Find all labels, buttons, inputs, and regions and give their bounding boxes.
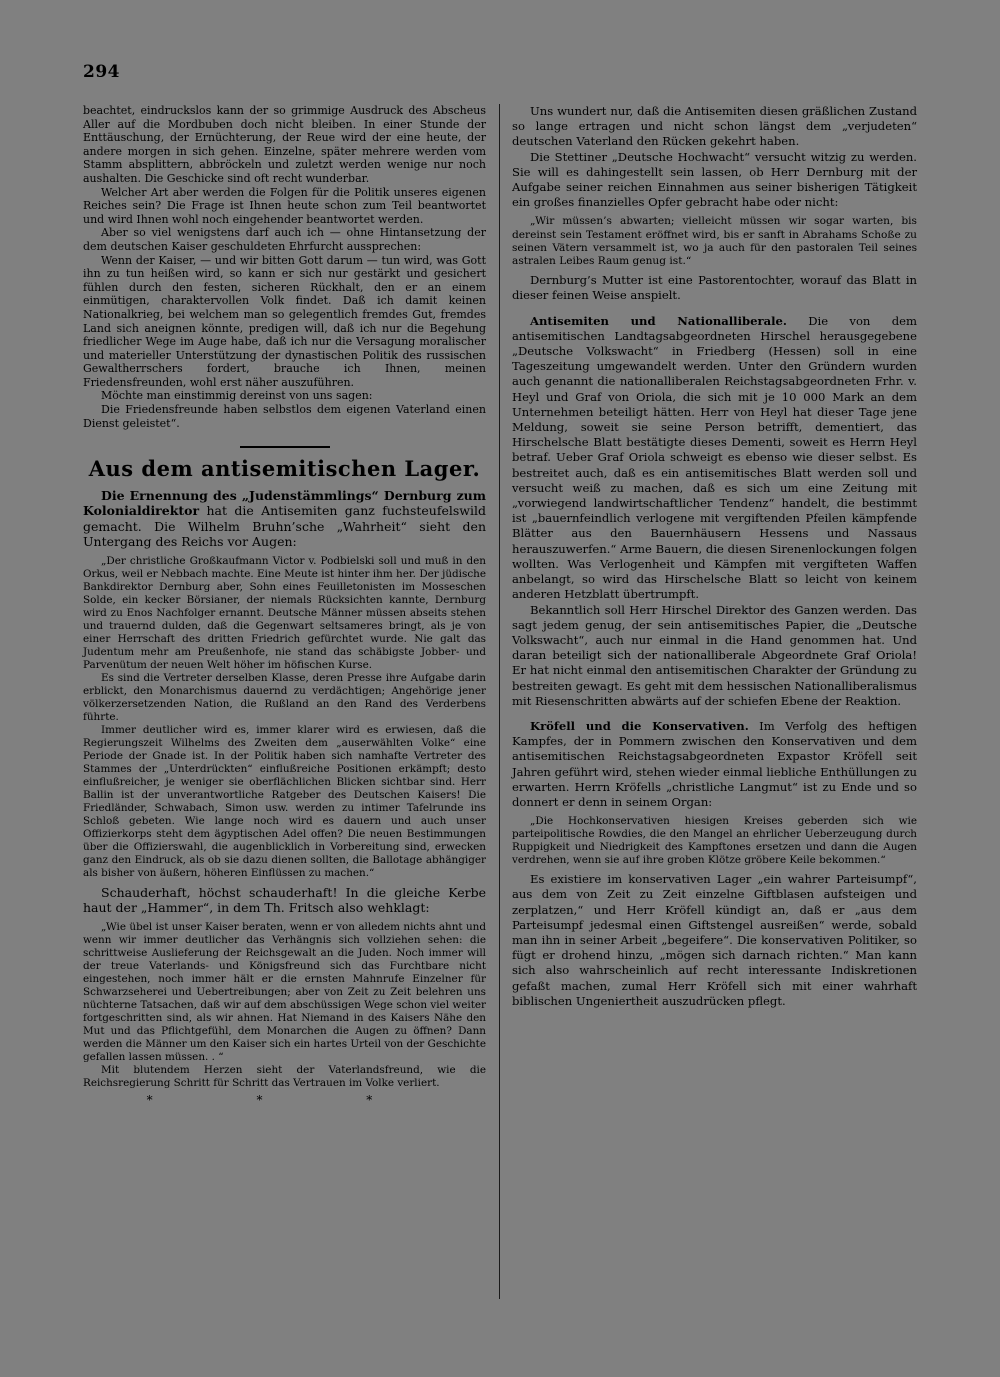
article-heading: Kröfell und die Konservativen.: [530, 718, 749, 733]
quote: „Die Hochkonservativen hiesigen Kreises geberden sich wie parteipolitische Rowdies, die den Mangel an ehrlicher Ueberzeugung durch Ruppigkeit und Niedrigkeit des Kampftones ersetzen und dann die Augen verdrehen, wenn sie auf ihre groben Klötze gröbere Keile bekommen.“: [512, 815, 917, 867]
article-text: Im Verfolg des heftigen Kampfes, der in Pommern zwischen den Konservativen und dem antisemitischen Reichstagsabgeordneten Expastor Kröfell seit Jahren geführt wird, stehen wieder einmal liebliche Enthüllungen zu erwarten. Herrn Kröfells „christliche Langmut“ ist zu Ende und so donnert er denn in seinem Organ:: [512, 718, 917, 809]
page-number: 294: [83, 62, 120, 82]
right-column: [512, 104, 917, 1009]
article-text: Die von dem antisemitischen Landtagsabgeordneten Hirschel herausgegebene „Deutsche Volkswacht“ in Friedberg (Hessen) soll in eine Tageszeitung umgewandelt werden. Unter den Gründern wurden auch genannt die nationalliberalen Reichstagsabgeordneten Frhr. v. Heyl und Graf von Oriola, die sich mit je 10 000 Mark an dem Unternehmen beteiligt hätten. Herr von Heyl hat dieser Tage jene Meldung, soweit sie seine Person betrifft, dementiert, das Hirschelsche Blatt bestätigte dieses Dementi, soweit es Herrn Heyl betraf. Ueber Graf Oriola schweigt es ebenso wie dieser selbst. Es bestreitet auch, daß es ein antisemitisches Blatt werden soll und versucht weiß zu machen, daß es sich um eine Zeitung mit „vorwiegend landwirtschaftlicher Tendenz“ handelt, die bestimmt ist „bauernfeindlich verlogene mit vergiftenden Pfeilen kämpfende Blätter aus den Bauernhäusern Hessens und Nassaus herauszuwerfen.“ Arme Bauern, die diesen Sirenenlockungen folgen wollten. Was Verlogenheit und Kämpfen mit vergifteten Waffen anbelangt, so wird das Hirschelsche Blatt so leicht von keinem anderen Hetzblatt übertrumpft.: [512, 313, 917, 602]
paragraph: [83, 885, 486, 916]
quote: Immer deutlicher wird es, immer klarer wird es erwiesen, daß die Regierungszeit Wilhelms des Zweiten dem „auserwählten Volke“ eine Periode der Gnade ist. In der Politik haben sich namhafte Vertreter des Stammes der „Unterdrückten“ einflußreiche Positionen erkämpft; desto einflußreicher, je weniger sie oberflächlichen Blicken sichtbar sind. Herr Ballin ist der unverantwortliche Ratgeber des Deutschen Kaisers! Die Friedländer, Schwabach, Simon usw. werden zu intimer Tafelrunde ins Schloß gebeten. Wie lange noch wird es dauern und auch unser Offizierkorps steht dem ägyptischen Adel offen? Die neuen Bestimmungen über die Offizierswahl, die augenblicklich in Vorbereitung sind, erwecken ganz den Eindruck, als ob sie dazu dienen sollten, die Ballotage abhängiger als bisher von äußern, höheren Einflüssen zu machen.“: [83, 723, 486, 879]
paragraph: [512, 314, 917, 603]
article-text: hat die Antisemiten ganz fuchsteufelswild gemacht. Die Wilhelm Bruhn’sche „Wahrheit“ sieht den Untergang des Reichs vor Augen:: [83, 503, 486, 550]
paragraph: Welcher Art aber werden die Folgen für die Politik unseres eigenen Reiches sein? Die Frage ist Ihnen heute schon zum Teil beantwortet und wird Ihnen wohl noch eingehender beantwortet werden.: [83, 185, 486, 226]
paragraph: Dernburg’s Mutter ist eine Pastorentochter, worauf das Blatt in dieser feinen Weise anspielt.: [512, 273, 917, 303]
quote: „Wie übel ist unser Kaiser beraten, wenn er von alledem nichts ahnt und wenn wir immer deutlicher das Verhängnis sich vollziehen sehen: die schrittweise Auslieferung der Reichsgewalt an die Juden. Noch immer will der treue Vaterlands- und Königsfreund sich das Furchtbare nicht eingestehen, noch immer hält er die ernsten Mahnrufe Einzelner für Schwarzseherei und Uebertreibungen; aber von Zeit zu Zeit belehren uns nüchterne Tatsachen, daß wir auf dem abschüssigen Wege schon viel weiter fortgeschritten sind, als wir ahnen. Hat Niemand in des Kaisers Nähe den Mut und das Pflichtgefühl, dem Monarchen die Augen zu öffnen? Dann werden die Männer um den Kaiser sich ein hartes Urteil von der Geschichte gefallen lassen müssen. . “: [83, 920, 486, 1063]
section-stars: * * *: [146, 1092, 423, 1107]
article-text: In die gleiche Kerbe haut der „Hammer“, in dem Th. Fritsch also wehklagt:: [83, 884, 486, 916]
column-rule: [499, 104, 500, 1299]
paragraph: Uns wundert nur, daß die Antisemiten diesen gräßlichen Zustand so lange ertragen und nicht schon längst dem „verjudeten“ deutschen Vaterland den Rücken gekehrt haben.: [512, 104, 917, 149]
paragraph: Bekanntlich soll Herr Hirschel Direktor des Ganzen werden. Das sagt jedem genug, der sein antisemitisches Papier, die „Deutsche Volkswacht“, auch nur einmal in die Hand genommen hat. Und daran beteiligt sich der nationalliberale Abgeordnete Graf Oriola! Er hat nicht einmal den antisemitischen Charakter der Gründung zu bestreiten gewagt. Es geht mit dem hessischen Nationalliberalismus mit Riesenschritten abwärts auf der schiefen Ebene der Reaktion.: [512, 602, 917, 708]
section-divider: [240, 446, 330, 448]
quote: „Wir müssen’s abwarten; vielleicht müssen wir sogar warten, bis dereinst sein Testament eröffnet wird, bis er sanft in Abrahams Schoße zu seinen Vätern versammelt ist, wo ja auch für den pastoralen Teil seines astralen Leibes Raum genug ist.“: [512, 215, 917, 268]
paragraph: Möchte man einstimmig dereinst von uns sagen:: [101, 389, 373, 403]
paragraph: Es existiere im konservativen Lager „ein wahrer Parteisumpf“, aus dem von Zeit zu Zeit einzelne Giftblasen aufsteigen und zerplatzen,“ und Herr Kröfell kündigt an, daß er „aus dem Parteisumpf jedesmal einen Giftstengel ausreißen“ werde, sobald man ihn in seiner Arbeit „begeifere“. Die konservativen Politiker, so fügt er drohend hinzu, „mögen sich darnach richten.“ Man kann sich also wahrscheinlich auf recht interessante Indiskretionen gefaßt machen, zumal Herr Kröfell sich mit einer wahrhaft biblischen Ungeniertheit auszudrücken pflegt.: [512, 872, 917, 1008]
article-heading: Schauderhaft, höchst schauderhaft!: [101, 884, 338, 900]
section-title: Aus dem antisemitischen Lager.: [88, 456, 481, 482]
article-heading: Antisemiten und Nationalliberale.: [530, 313, 787, 328]
quote: „Der christliche Großkaufmann Victor v. Podbielski soll und muß in den Orkus, weil er Nebbach machte. Eine Meute ist hinter ihm her. Der jüdische Bankdirektor Dernburg aber, Sohn eines Feuilletonisten im Mosseschen Solde, ein kecker Börsianer, der niemals Rücksichten kannte, Dernburg wird zu Enos Nachfolger ernannt. Deutsche Männer müssen abseits stehen und trauernd dulden, daß die Gegenwart seltsameres bringt, als je von einer Herrschaft des dritten Friedrich gefürchtet wurde. Nie galt das Judentum mehr am Preußenhofe, nie stand das schäbigste Jobber- und Parvenütum der neuen Welt höher im höfischen Kurse.: [83, 554, 486, 671]
paragraph: Mit blutendem Herzen sieht der Vaterlandsfreund, wie die Reichsregierung Schritt für Schritt das Vertrauen im Volke verliert.: [83, 1063, 486, 1089]
paragraph: Die Stettiner „Deutsche Hochwacht“ versucht witzig zu werden. Sie will es dahingestellt sein lassen, ob Herr Dernburg mit der Aufgabe seiner reichen Einnahmen aus seiner bisherigen Tätigkeit ein großes finanzielles Opfer gebracht habe oder nicht:: [512, 149, 917, 210]
paragraph: [512, 719, 917, 810]
left-column: [83, 104, 486, 1107]
paragraph: Die Friedensfreunde haben selbstlos dem eigenen Vaterland einen Dienst geleistet“.: [83, 403, 486, 430]
quote: Es sind die Vertreter derselben Klasse, deren Presse ihre Aufgabe darin erblickt, den Monarchismus dauernd zu verdächtigen; Angehörige jener völkerzersetzenden Nation, die Rußland an den Rand des Verderbens führte.: [83, 671, 486, 723]
paragraph: [83, 488, 486, 550]
paragraph: beachtet, eindruckslos kann der so grimmige Ausdruck des Abscheus Aller auf die Mordbuben doch nicht bleiben. In einer Stunde der Enttäuschung, der Ernüchterung, der Reue wird der eine heute, der andere morgen in sich gehen. Einzelne, später mehrere werden vom Stamm absplittern, abbröckeln und zuletzt werden wenige nur noch aushalten. Die Geschicke sind oft recht wunderbar.: [83, 104, 486, 185]
paragraph: Wenn der Kaiser, — und wir bitten Gott darum — tun wird, was Gott ihn zu tun heißen wird, so kann er sich nur gestärkt und gesichert fühlen durch den festen, sicheren Rückhalt, den er an einem einmütigen, charaktervollen Volk findet. Daß ich damit keinen Nationalkrieg, bei welchem man so gelegentlich fremdes Gut, fremdes Land sich aneignen könnte, predigen will, daß ich nur die Begehung friedlicher Wege im Auge habe, daß ich nur die Versagung moralischer und materieller Unterstützung der dynastischen Politik des russischen Gewaltherrschers fordert, brauche ich Ihnen, meinen Friedensfreunden, wohl erst näher auszuführen.: [83, 253, 486, 389]
paragraph: Aber so viel wenigstens darf auch ich — ohne Hintansetzung der dem deutschen Kaiser geschuldeten Ehrfurcht aussprechen:: [83, 226, 486, 253]
article-heading: Die Ernennung des „Judenstämmlings“ Dernburg zum Kolonialdirektor: [83, 487, 486, 519]
